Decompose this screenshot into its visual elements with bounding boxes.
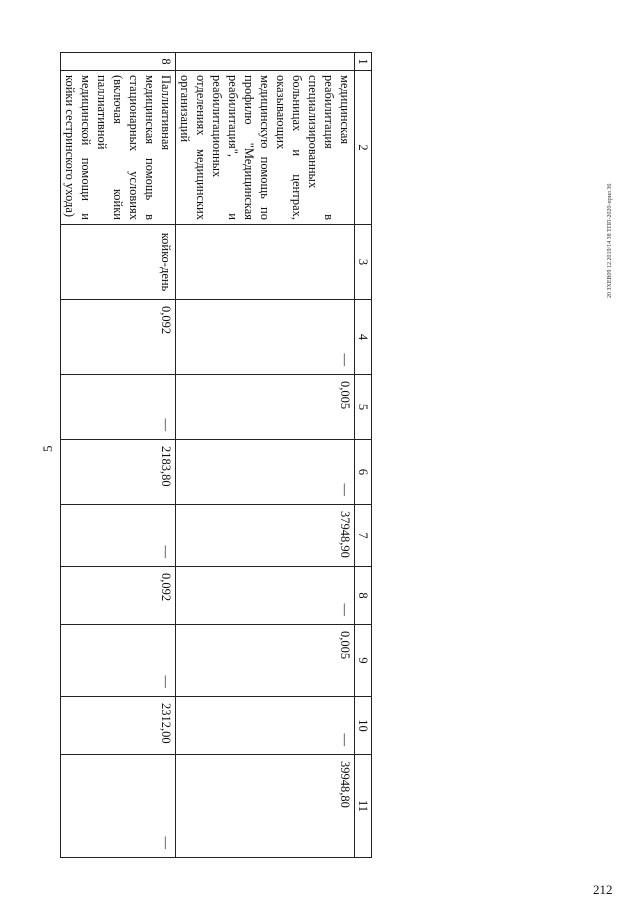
value-cell: 37948,90 [176, 505, 355, 567]
value-cell: 2183,80 [61, 440, 176, 505]
col-header: 2 [355, 71, 372, 225]
value-cell: 0,005 [176, 625, 355, 697]
service-description: медицинская реабилитация в специализированных больницах и центрах, оказывающих медицинскую помощь по профилю "Медицинская реабилитация", и реабилитационных отделениях медицинских организаций [176, 71, 355, 225]
tariff-table [63, 52, 372, 857]
col-header: 11 [355, 755, 372, 858]
value-cell: — [176, 697, 355, 755]
value-cell: 0,005 [176, 375, 355, 440]
value-cell: — [61, 375, 176, 440]
col-header: 5 [355, 375, 372, 440]
value-cell: 2312,00 [61, 697, 176, 755]
value-cell: — [61, 755, 176, 858]
document-stamp: 20 ЗХЕВ09 12.2019/14 38 ТПП-2020-прил 36 [607, 183, 613, 298]
page-number-bottom: 212 [593, 882, 613, 897]
col-header: 1 [355, 53, 372, 71]
value-cell: — [176, 300, 355, 375]
value-cell: — [61, 625, 176, 697]
value-cell: — [176, 440, 355, 505]
col-header: 10 [355, 697, 372, 755]
col-header: 4 [355, 300, 372, 375]
table-row [61, 53, 176, 858]
row-number [176, 53, 355, 71]
page-number-top: 5 [40, 445, 55, 452]
value-cell: — [61, 505, 176, 567]
col-header: 3 [355, 225, 372, 300]
unit-cell [176, 225, 355, 300]
col-header: 7 [355, 505, 372, 567]
value-cell: — [176, 567, 355, 625]
value-cell: 0,092 [61, 567, 176, 625]
row-number: 8 [61, 53, 176, 71]
unit-cell: койко-день [61, 225, 176, 300]
header-row [355, 53, 372, 858]
table-row [176, 53, 355, 858]
col-header: 9 [355, 625, 372, 697]
col-header: 8 [355, 567, 372, 625]
col-header: 6 [355, 440, 372, 505]
service-description: Паллиативная медицинская помощь в стационарных условиях (включая койки паллиативной медицинской помощи и койки сестринского ухода) [61, 71, 176, 225]
value-cell: 39948,80 [176, 755, 355, 858]
value-cell: 0,092 [61, 300, 176, 375]
